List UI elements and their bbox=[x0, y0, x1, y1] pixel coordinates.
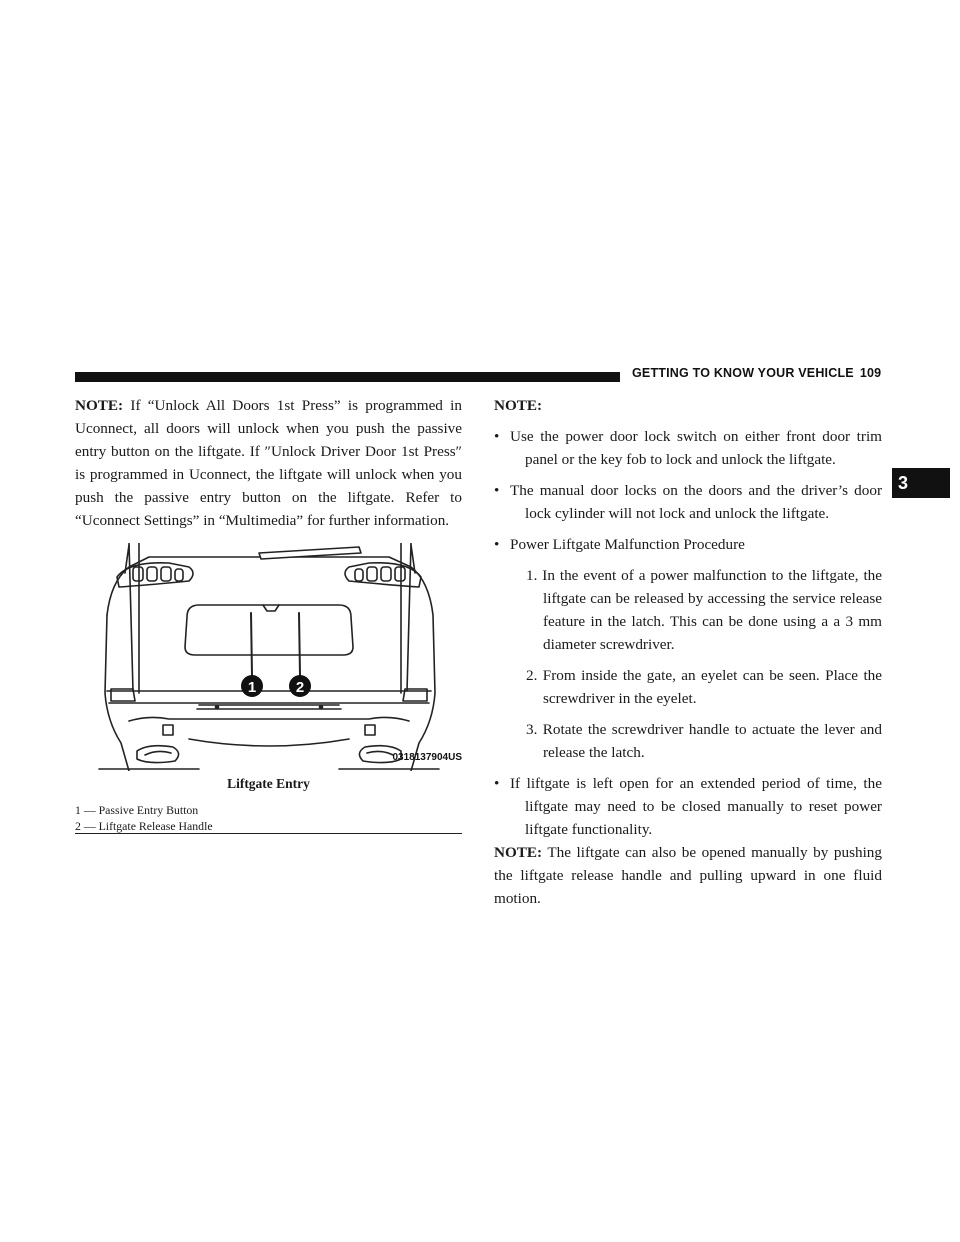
bullet-icon: • bbox=[494, 775, 500, 792]
note-text: If “Unlock All Doors 1st Press” is programmed in Uconnect, all doors will unlock when you push the passive entry button on the liftgate. If ″Unlock Driver Door 1st Press″ is programmed in Uconnect, the liftgate will unlock when you push the passive entry button on the liftgate. Refer to “Uconnect Settings” in “Multimedia” for further information. bbox=[75, 397, 462, 529]
procedure-step: 1. In the event of a power malfunction to the liftgate, the liftgate can be released by accessing the service release feature in the latch. This can be done using a a 3 mm diameter screwdriver. bbox=[526, 567, 882, 653]
bullet-icon: • bbox=[494, 428, 500, 445]
note-label: NOTE: bbox=[75, 397, 124, 414]
note-text: The liftgate can also be opened manually by pushing the liftgate release handle and pulling upward in one fluid motion. bbox=[494, 844, 882, 907]
note-paragraph bbox=[75, 394, 462, 532]
list-item: • The manual door locks on the doors and the driver’s door lock cylinder will not lock and unlock the liftgate. bbox=[494, 479, 882, 525]
list-item: • Power Liftgate Malfunction Procedure bbox=[494, 533, 882, 556]
chapter-tab: 3 bbox=[892, 468, 950, 498]
bullet-icon: • bbox=[494, 536, 500, 553]
right-column bbox=[494, 394, 882, 910]
final-note bbox=[494, 841, 882, 910]
note-heading: NOTE: bbox=[494, 397, 543, 414]
list-item: • If liftgate is left open for an extended period of time, the liftgate may need to be closed manually to reset power liftgate functionality. bbox=[494, 772, 882, 841]
page-number: 109 bbox=[859, 366, 882, 380]
liftgate-figure bbox=[75, 543, 462, 835]
image-code: 0318137904US bbox=[392, 752, 462, 763]
header-rule bbox=[75, 372, 620, 382]
section-title: GETTING TO KNOW YOUR VEHICLE bbox=[632, 366, 854, 380]
liftgate-illustration bbox=[89, 543, 449, 771]
figure-caption: Liftgate Entry bbox=[227, 776, 310, 791]
legend-item: 2 — Liftgate Release Handle bbox=[75, 819, 213, 833]
figure-rule bbox=[75, 833, 462, 834]
bullet-icon: • bbox=[494, 482, 500, 499]
legend-item: 1 — Passive Entry Button bbox=[75, 803, 199, 817]
list-item: • Use the power door lock switch on either front door trim panel or the key fob to lock and unlock the liftgate. bbox=[494, 425, 882, 471]
callout-1: 1 bbox=[247, 679, 257, 696]
note-label: NOTE: bbox=[494, 844, 543, 861]
procedure-step: 2. From inside the gate, an eyelet can be seen. Place the screwdriver in the eyelet. bbox=[526, 667, 882, 707]
left-column bbox=[75, 394, 462, 532]
running-header bbox=[632, 366, 881, 380]
callout-2: 2 bbox=[295, 679, 305, 696]
figure-legend bbox=[75, 802, 213, 834]
procedure-step: 3. Rotate the screwdriver handle to actuate the lever and release the latch. bbox=[526, 721, 882, 761]
